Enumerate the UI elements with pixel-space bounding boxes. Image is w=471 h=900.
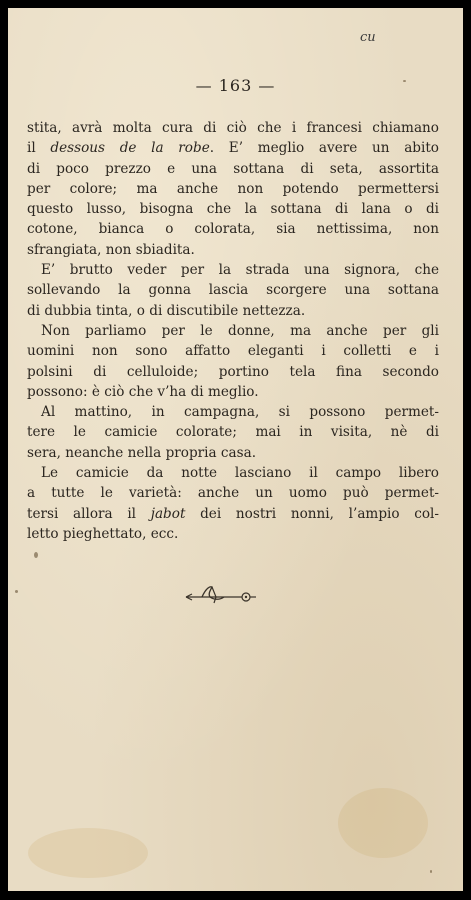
text-line: sera, neanche nella propria casa. [27, 444, 257, 461]
text-line: tere le camicie colorate; mai in visita, nè di [27, 424, 439, 441]
paper-speck [34, 552, 38, 558]
text-line: a tutte le varietà: anche un uomo può permet- [27, 485, 439, 502]
text-line [27, 138, 439, 158]
text-line: E’ brutto veder per la strada una signora, che [41, 262, 439, 279]
text-line: possono: è ciò che v’ha di meglio. [27, 383, 259, 400]
italic-phrase: dessous de la robe [50, 140, 210, 157]
text-line: stita, avrà molta cura di ciò che i francesi chiamano [27, 120, 439, 136]
text-line: questo lusso, bisogna che la sottana di lana o di [27, 201, 439, 218]
text-line: polsini di celluloide; portino tela fina secondo [27, 363, 439, 380]
paper-speck [403, 80, 406, 82]
text-line: uomini non sono affatto eleganti i colletti e i [27, 343, 439, 360]
text-line: di poco prezzo e una sottana di seta, assortita [27, 160, 439, 177]
paper-speck [430, 870, 432, 873]
paper-speck [15, 590, 18, 593]
italic-phrase: jabot [150, 505, 186, 522]
book-page [8, 8, 463, 891]
text-run: il [27, 140, 51, 157]
paragraph [27, 260, 439, 321]
text-line: sfrangiata, non sbiadita. [27, 241, 195, 258]
text-run: tersi allora il [27, 505, 151, 522]
paragraph [27, 463, 439, 544]
paragraph [27, 118, 439, 260]
text-line: cotone, bianca o colorata, sia nettissima, non [27, 221, 439, 238]
text-line [27, 504, 439, 524]
text-run: . E’ meglio avere un abito [209, 140, 439, 157]
text-line: Non parliamo per le donne, ma anche per gli [41, 322, 439, 339]
paragraph [27, 402, 439, 463]
text-line: Le camicie da notte lasciano il campo libero [41, 465, 439, 482]
paper-stain [338, 788, 428, 858]
tailpiece-ornament-icon [180, 582, 260, 606]
text-line: per colore; ma anche non potendo permettersi [27, 180, 439, 197]
paragraph [27, 321, 439, 402]
page-number: — 163 — [195, 76, 276, 95]
text-line: di dubbia tinta, o di discutibile nettezza. [27, 302, 306, 319]
text-line: sollevando la gonna lascia scorgere una sottana [27, 282, 439, 299]
text-line: letto pieghettato, ecc. [27, 525, 179, 542]
margin-note: cu [360, 30, 376, 45]
paper-stain [28, 828, 148, 878]
body-text [27, 118, 439, 544]
text-run: dei nostri nonni, l’ampio col- [185, 505, 439, 522]
text-line: Al mattino, in campagna, si possono permet- [41, 404, 439, 421]
